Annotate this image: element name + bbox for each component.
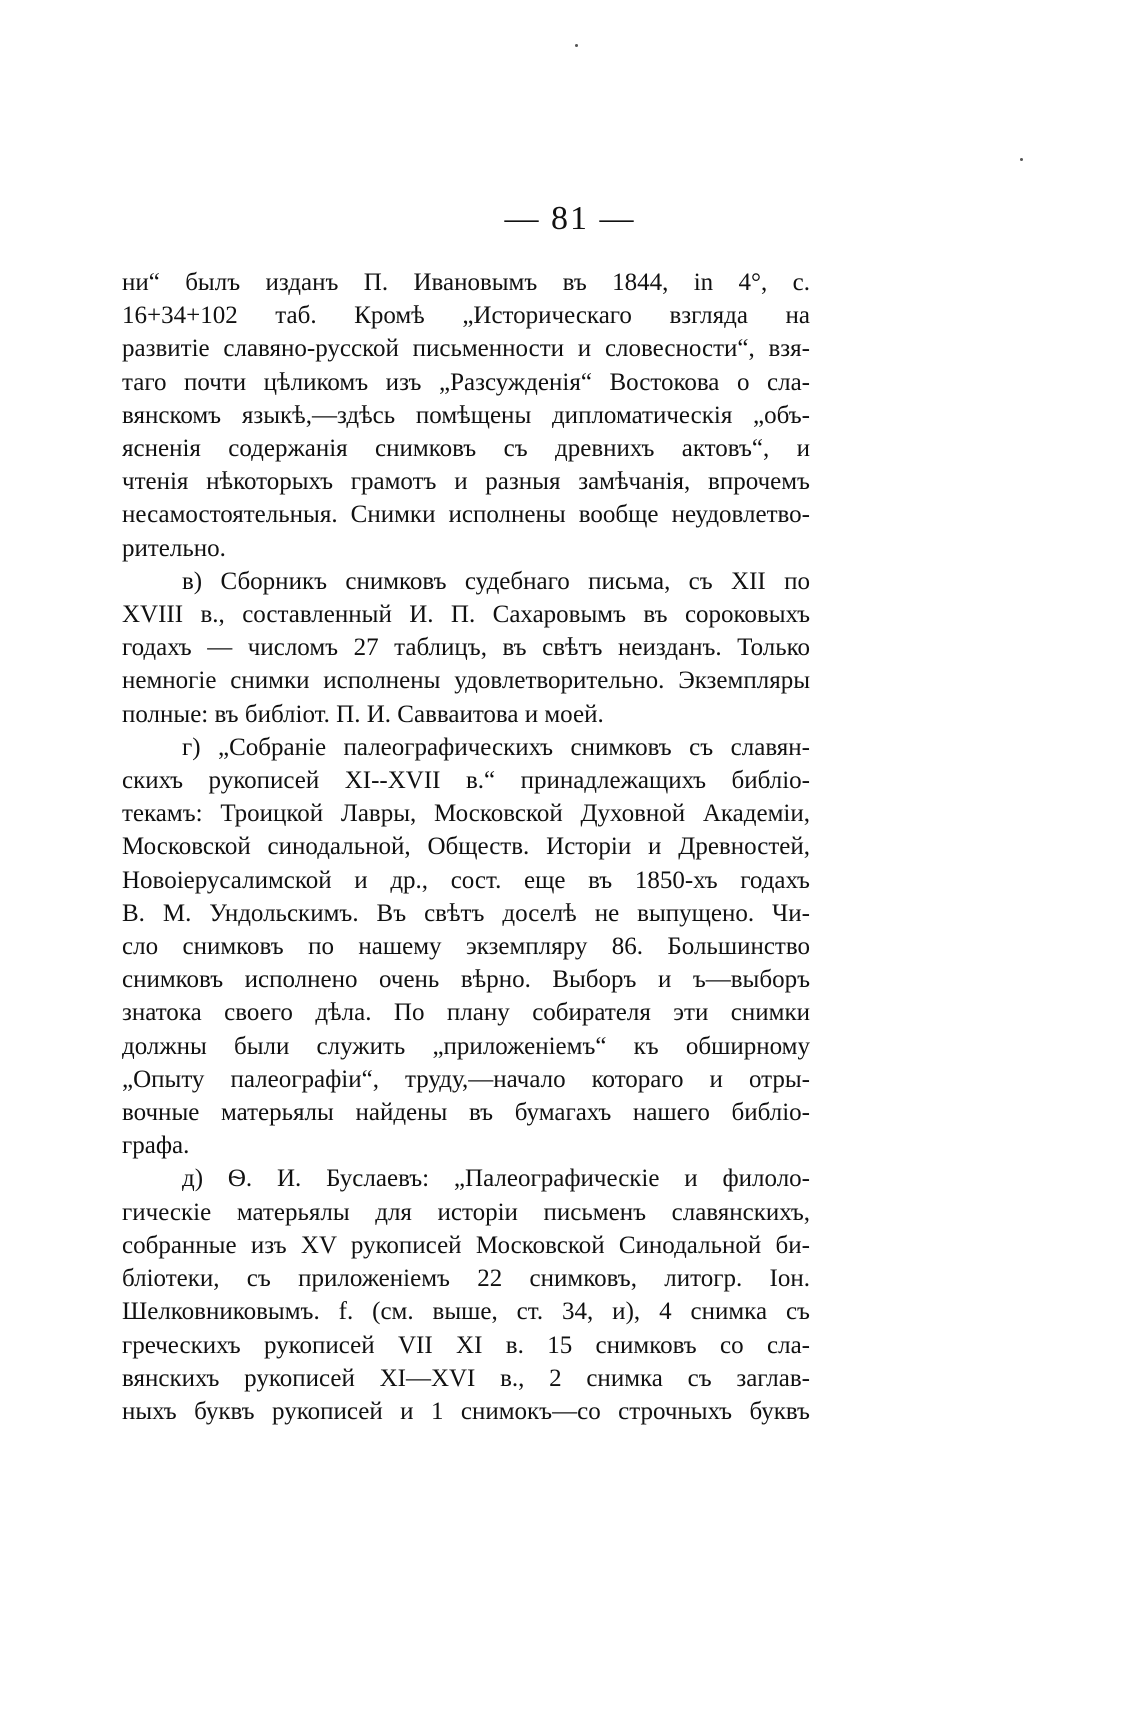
text-line: ныхъ буквъ рукописей и 1 снимокъ—со строчныхъ буквъ <box>122 1397 810 1425</box>
paragraph-start: в) Сборникъ снимковъ судебнаго письма, съ XII по <box>182 567 810 595</box>
text-line: гическіе матерьялы для исторіи письменъ славянскихъ, <box>122 1198 810 1226</box>
text-line: 16+34+102 таб. Кромѣ „Историческаго взгляда на <box>122 302 810 330</box>
text-line: графа. <box>122 1132 190 1160</box>
text-line: Шелковниковымъ. f. (см. выше, ст. 34, и), 4 снимка съ <box>122 1298 810 1326</box>
text-line: полные: въ библіот. П. И. Савваитова и моей. <box>122 700 604 728</box>
page-number: — 81 — <box>504 200 636 237</box>
text-line: чтенія нѣкоторыхъ грамотъ и разныя замѣчанія, впрочемъ <box>122 468 810 496</box>
paragraph-start: д) Ѳ. И. Буслаевъ: „Палеографическіе и филоло- <box>182 1165 810 1193</box>
text-line: ни“ былъ изданъ П. Ивановымъ въ 1844, in 4°, с. <box>122 269 810 296</box>
text-line: бліотеки, съ приложеніемъ 22 снимковъ, литогр. Іон. <box>122 1265 810 1293</box>
dust-speck <box>1020 158 1023 161</box>
text-line: вочные матерьялы найдены въ бумагахъ нашего библіо- <box>122 1099 810 1127</box>
text-line: снимковъ исполнено очень вѣрно. Выборъ и ъ—выборъ <box>122 966 810 994</box>
body-text <box>122 266 810 1428</box>
text-line: текамъ: Троицкой Лавры, Московской Духовной Академіи, <box>122 800 810 828</box>
text-line: вянскихъ рукописей XI—XVI в., 2 снимка съ заглав- <box>122 1364 810 1392</box>
text-line: В. М. Ундольскимъ. Въ свѣтъ доселѣ не выпущено. Чи- <box>122 899 810 927</box>
text-line: таго почти цѣликомъ изъ „Разсужденія“ Востокова о сла- <box>122 368 810 396</box>
text-line: немногіе снимки исполнены удовлетворительно. Экземпляры <box>122 667 810 695</box>
text-line: „Опыту палеографіи“, труду,—начало котораго и отры- <box>122 1065 810 1093</box>
text-line: должны были служить „приложеніемъ“ къ обширному <box>122 1032 810 1060</box>
paragraph-start: г) „Собраніе палеографическихъ снимковъ съ славян- <box>182 733 810 761</box>
text-line: ясненія содержанія снимковъ съ древнихъ актовъ“, и <box>122 435 810 463</box>
dust-speck <box>575 44 578 47</box>
text-line: греческихъ рукописей VII XI в. 15 снимковъ со сла- <box>122 1331 810 1359</box>
text-line: годахъ — числомъ 27 таблицъ, въ свѣтъ неизданъ. Только <box>122 634 810 662</box>
text-line: знатока своего дѣла. По плану собирателя эти снимки <box>122 999 810 1027</box>
text-line: несамостоятельныя. Снимки исполнены вообще неудовлетво- <box>122 501 810 529</box>
text-line: вянскомъ языкѣ,—здѣсь помѣщены дипломатическія „объ- <box>122 401 810 429</box>
text-line: скихъ рукописей XI--XVII в.“ принадлежащихъ библіо- <box>122 767 810 795</box>
text-line: Новоіерусалимской и др., сост. еще въ 1850-хъ годахъ <box>122 866 810 894</box>
text-line: XVIII в., составленный И. П. Сахаровымъ въ сороковыхъ <box>122 601 810 629</box>
text-line: Московской синодальной, Обществ. Исторіи и Древностей, <box>122 833 810 861</box>
text-line: собранные изъ XV рукописей Московской Синодальной би- <box>122 1231 810 1259</box>
text-line: рительно. <box>122 534 226 562</box>
text-line: сло снимковъ по нашему экземпляру 86. Большинство <box>122 933 810 961</box>
text-line: развитіе славяно-русской письменности и словесности“, взя- <box>122 335 810 363</box>
